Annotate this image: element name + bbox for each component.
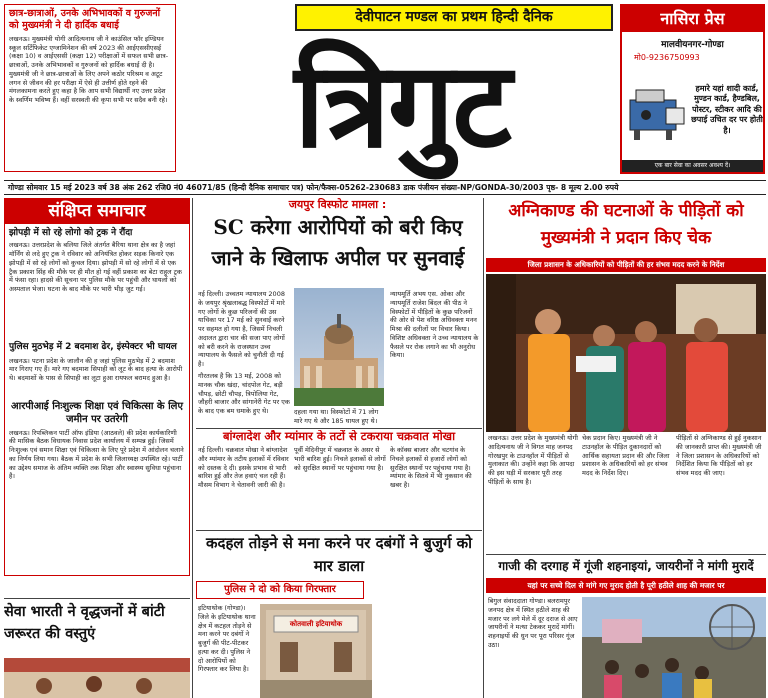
brief-p2: लखनऊ। पटना प्रदेश के जालौन की ह जहां पुलिस मुठभेड़ में 2 बदमाश मार गिराए गए हैं। मारे गए बदमाश सिपाही को लूट के बाद हत्या के आरोपी थे। बदमाशों के पास से सिपाही का लूटा हुआ रायफल बरामद हुआ है।	[9, 356, 183, 383]
sc-headline: SC करेगा आरोपियों को बरी किए जाने के खिलाफ अपील पर सुनवाई	[211, 215, 465, 270]
fire-p1: लखनऊ। उत्तर प्रदेश के मुख्यमंत्री योगी आदित्यनाथ जी ने विगत माह जनपद गोरखपुर के टाउनहॉल में पीड़ितों से मुलाकात की। उन्होंने कहा कि आपदा की इस घड़ी में सरकार पूरी तरह पीड़ितों के साथ है।	[488, 434, 578, 486]
kadhal-headline: कदहल तोड़ने से मना करने पर दबंगों ने बुजुर्ग को मार डाला	[205, 534, 473, 576]
top-left-story	[4, 4, 176, 172]
sc-caption: दहला गया था। विस्फोटों में 71 लोग मारे गए थे और 185 घायल हुए थे।	[294, 408, 379, 425]
sc-p2: गौरतलब है कि 13 मई, 2008 को मानक चौक खंदा, चांदपोल गेट, बड़ी चौपड़, छोटी चौपड़, त्रिपोलिया गेट, जौहरी बाजार और सांगानेरी गेट पर एक के बाद एक बम धमाके हुए थे।	[198, 372, 290, 416]
fire-p2: चेक प्रदान किए। मुख्यमंत्री जी ने टाउनहॉल के पीड़ित दुकानदारों को आर्थिक सहायता प्रदान की और जिला प्रशासन के अधिकारियों को हर संभव मदद के निर्देश दिए।	[582, 434, 670, 478]
supreme-court-photo	[294, 288, 384, 406]
rule-1	[192, 198, 193, 698]
ad-phone: मो0-9236750993	[634, 53, 700, 63]
fire-headline: अग्निकाण्ड की घटनाओं के पीड़ितों को मुख्यमंत्री ने प्रदान किए चेक	[508, 201, 744, 249]
fire-p3: पीड़ितों से अग्निकाण्ड से हुई नुकसान की जानकारी प्राप्त की। मुख्यमंत्री जी ने जिला प्रशासन के अधिकारियों को निर्देशित किया कि पीड़ितों को हर संभव मदद की जाए।	[676, 434, 762, 478]
sc-p1: नई दिल्ली। उच्चतम न्यायालय 2008 के जयपुर श्रृंखलाबद्ध विस्फोटों में मारे गए लोगों के कुछ परिजनों की उस याचिका पर 17 मई को सुनवाई करने पर सहमत हो गया है, जिसमें निचली अदालत द्वारा चार की सजा पाए लोगों को बरी करने के राजस्थान उच्च न्यायालय के फैसले को चुनौती दी गई है।	[198, 290, 285, 369]
rule-6	[4, 598, 190, 599]
dateline	[4, 180, 766, 195]
cm-cheque-photo	[486, 274, 766, 432]
rule-3	[196, 428, 482, 429]
ad-address: मालवीयनगर-गोण्डा	[661, 40, 724, 50]
sc-kicker: जयपुर विस्फोट मामला :	[288, 198, 387, 211]
dargah-fair-photo	[582, 597, 766, 698]
masthead-tagline	[295, 4, 613, 31]
tagline-text: देवीपाटन मण्डल का प्रथम हिन्दी दैनिक	[355, 8, 553, 25]
rule-2	[483, 198, 484, 698]
ad-name: नासिरा प्रेस	[622, 6, 763, 32]
brief-h2: पुलिस मुठभेड़ में 2 बदमाश ढेर, इंस्पेक्टर भी घायल	[9, 342, 177, 353]
masthead-title	[196, 30, 608, 180]
brief-label: संक्षिप्त समाचार	[5, 199, 189, 224]
brief-p1: लखनऊ। उत्तरप्रदेश के बलिया जिले अंतर्गत बैरिया थाना क्षेत्र का है जहां मॉर्निंग से लदे हुए ट्रक ने रविवार को अनियंत्रित होकर सड़क किनारे एक झोपड़ी में सो रहे लोगों को कुचल दिया। झोपड़ी में सो रहे लोगों में से एक ट्रैक प्रकाश सिंह की मौके पर ही मौत हो गई वहीं प्रकाश का बेटा राहुल ट्रक में फंसा रहा। हादसे की सूचना पर पुलिस मौके पर पहुंची और घायलों को अस्पताल भेजा। घटना के बाद मौके पर भारी भीड़ जुट गई।	[9, 241, 182, 294]
masthead-title-text: त्रिगुट	[294, 35, 510, 174]
rule-4	[196, 530, 482, 531]
cyclone-p2: पूर्वी मेदिनीपुर में चक्रवात के असर से भारी बारिश हुई। निचले इलाकों से लोगों को सुरक्षित स्थानों पर पहुंचाया गया है।	[294, 446, 386, 472]
fire-banner: जिला प्रशासन के अधिकारियों को पीड़ितों की हर संभव मदद करने के निर्देश	[486, 258, 766, 272]
brief-h3: आरपीआई निःशुल्क शिक्षा एवं चिकित्सा के लिए जमीन पर उतरेगी	[11, 400, 183, 425]
seva-photo	[4, 658, 190, 698]
ad-footer: एक बार सेवा का अवसर अवश्य दें।	[622, 160, 763, 172]
ghazi-headline: गाजी की दरगाह में गूंजी शहनाइयां, जायरीनों ने मांगी मुरादें	[498, 559, 754, 573]
kadhal-p1: इटियाथोक (गोण्डा)। जिले के इटियाथोक थाना क्षेत्र में कटहल तोड़ने से मना करने पर दबंगों ने बुजुर्ग की पीट-पीटकर हत्या कर दी। पुलिस ने दो आरोपियों को गिरफ्तार कर लिया है।	[198, 604, 256, 674]
ghazi-banner: यहां पर सच्चे दिल से मांगे गए मुराद होती है पूरी हठीले शाह की मजार पर	[486, 578, 766, 593]
seva-headline: सेवा भारती ने वृद्धजनों में बांटी जरूरत की वस्तुएं	[4, 604, 165, 642]
sc-p3: न्यायमूर्ति अभय एस. ओका और न्यायमूर्ति राजेश बिंदल की पीठ ने विस्फोटों में पीड़ितों के कुछ परिजनों की ओर से पेश वरिष्ठ अधिवक्ता मनन मिश्रा की दलीलों पर विचार किया। विशिष्ट अधिवक्ता ने उच्च न्यायालय के फैसले पर रोक लगाने का भी अनुरोध किया।	[390, 290, 479, 360]
kadhal-sub: पुलिस ने दो को किया गिरफ्तार	[196, 581, 364, 599]
kotwali-photo	[260, 604, 372, 698]
cyclone-headline: बांग्लादेश और म्यांमार के तटों से टकराया चक्रवात मोखा	[222, 430, 456, 443]
brief-p3: लखनऊ। रिपब्लिकन पार्टी ऑफ इंडिया (आठवले) की प्रदेश कार्यकारिणी की मासिक बैठक विधायक निवास प्रदेश कार्यालय में सम्पन्न हुई। जिसमें निःशुल्क एवं समान शिक्षा एवं चिकित्सा के लिए पूरे प्रदेश में आंदोलन चलाने का निर्णय लिया गया। बैठक में प्रदेश के सभी जिलाध्यक्ष उपस्थित रहे। पार्टी का उद्देश्य समाज के अंतिम व्यक्ति तक शिक्षा और स्वास्थ्य सुविधा पहुंचाना है।	[9, 428, 184, 481]
printing-machine-icon	[626, 82, 688, 144]
brief-column	[4, 198, 190, 576]
rule-5	[486, 554, 766, 555]
ad-text: हमारे यहां शादी कार्ड, मुण्डन कार्ड, हैण्डबिल, पोस्टर, स्टीकर आदि की छपाई उचित दर पर होती है।	[691, 84, 763, 135]
cyclone-p1: नई दिल्ली। चक्रवात मोखा ने बांग्लादेश और म्यांमार के तटीय इलाकों में रविवार को दस्तक दे दी। इसके प्रभाव से भारी बारिश हुई और तेज हवाएं चल रही हैं। मौसम विभाग ने चेतावनी जारी की है।	[198, 446, 289, 490]
dateline-text: गोण्डा सोमवार 15 मई 2023 वर्ष 38 अंक 262 रजि0 नं0 46071/85 (हिन्दी दैनिक समाचार पत्र) फोन/फैक्स-05262-230683 डाक पंजीयन संख्या-NP/GONDA-30/2003 पृष्ठ- 8 मूल्य 2.00 रुपये	[8, 182, 619, 192]
cyclone-p3: के कॉक्स बाजार और चटगांव के निचले इलाकों से हजारों लोगों को सुरक्षित स्थानों पर पहुंचाया गया है। म्यांमार के सितवे में भी नुकसान की खबर है।	[390, 446, 472, 490]
ghazi-p1: बिगुल संवाददाता गोण्डा। बलरामपुर जनपद क्षेत्र में स्थित हठीले शाह की मजार पर लगे मेले में दूर दराज से आए जायरीनों ने मत्था टेककर मुरादें मांगीं। शहनाइयों की धुन पर पूरा परिसर गूंज उठा।	[488, 597, 578, 649]
top-left-headline: छात्र-छात्राओं, उनके अभिभावकों व गुरुजनों को मुख्यमंत्री ने दी हार्दिक बधाई	[9, 8, 161, 31]
brief-h1: झोपड़ी में सो रहे लोगो को ट्रक ने रौंदा	[9, 228, 133, 238]
press-ad	[620, 4, 765, 174]
kotwali-sign: कोतवाली इटियाथोक	[289, 620, 343, 628]
top-left-body: लखनऊ। मुख्यमंत्री योगी आदित्यनाथ जी ने काउंसिल फॉर इण्डियन स्कूल सर्टिफिकेट एग्जामिनेशन की वर्ष 2023 की आईएससीएसई (कक्षा 10) व आईएससी (कक्षा 12) परीक्षाओं में सफल सभी छात्र-छात्राओं, उनके अभिभावकों व गुरुजनों को हार्दिक बधाई दी है। मुख्यमंत्री जी ने छात्र-छात्राओं के लिए अपने कठोर परिश्रम व अटूट लगन से जीवन की हर परीक्षा में ऐसे ही उत्तीर्ण होते रहने की मंगलकामना करते हुए कहा है कि आप सभी विद्यार्थी नए उत्तर प्रदेश के स्वर्णिम भविष्य हैं। वहीं सरस्वती की कृपा सभी पर सदैव बनी रहे।	[9, 34, 169, 105]
